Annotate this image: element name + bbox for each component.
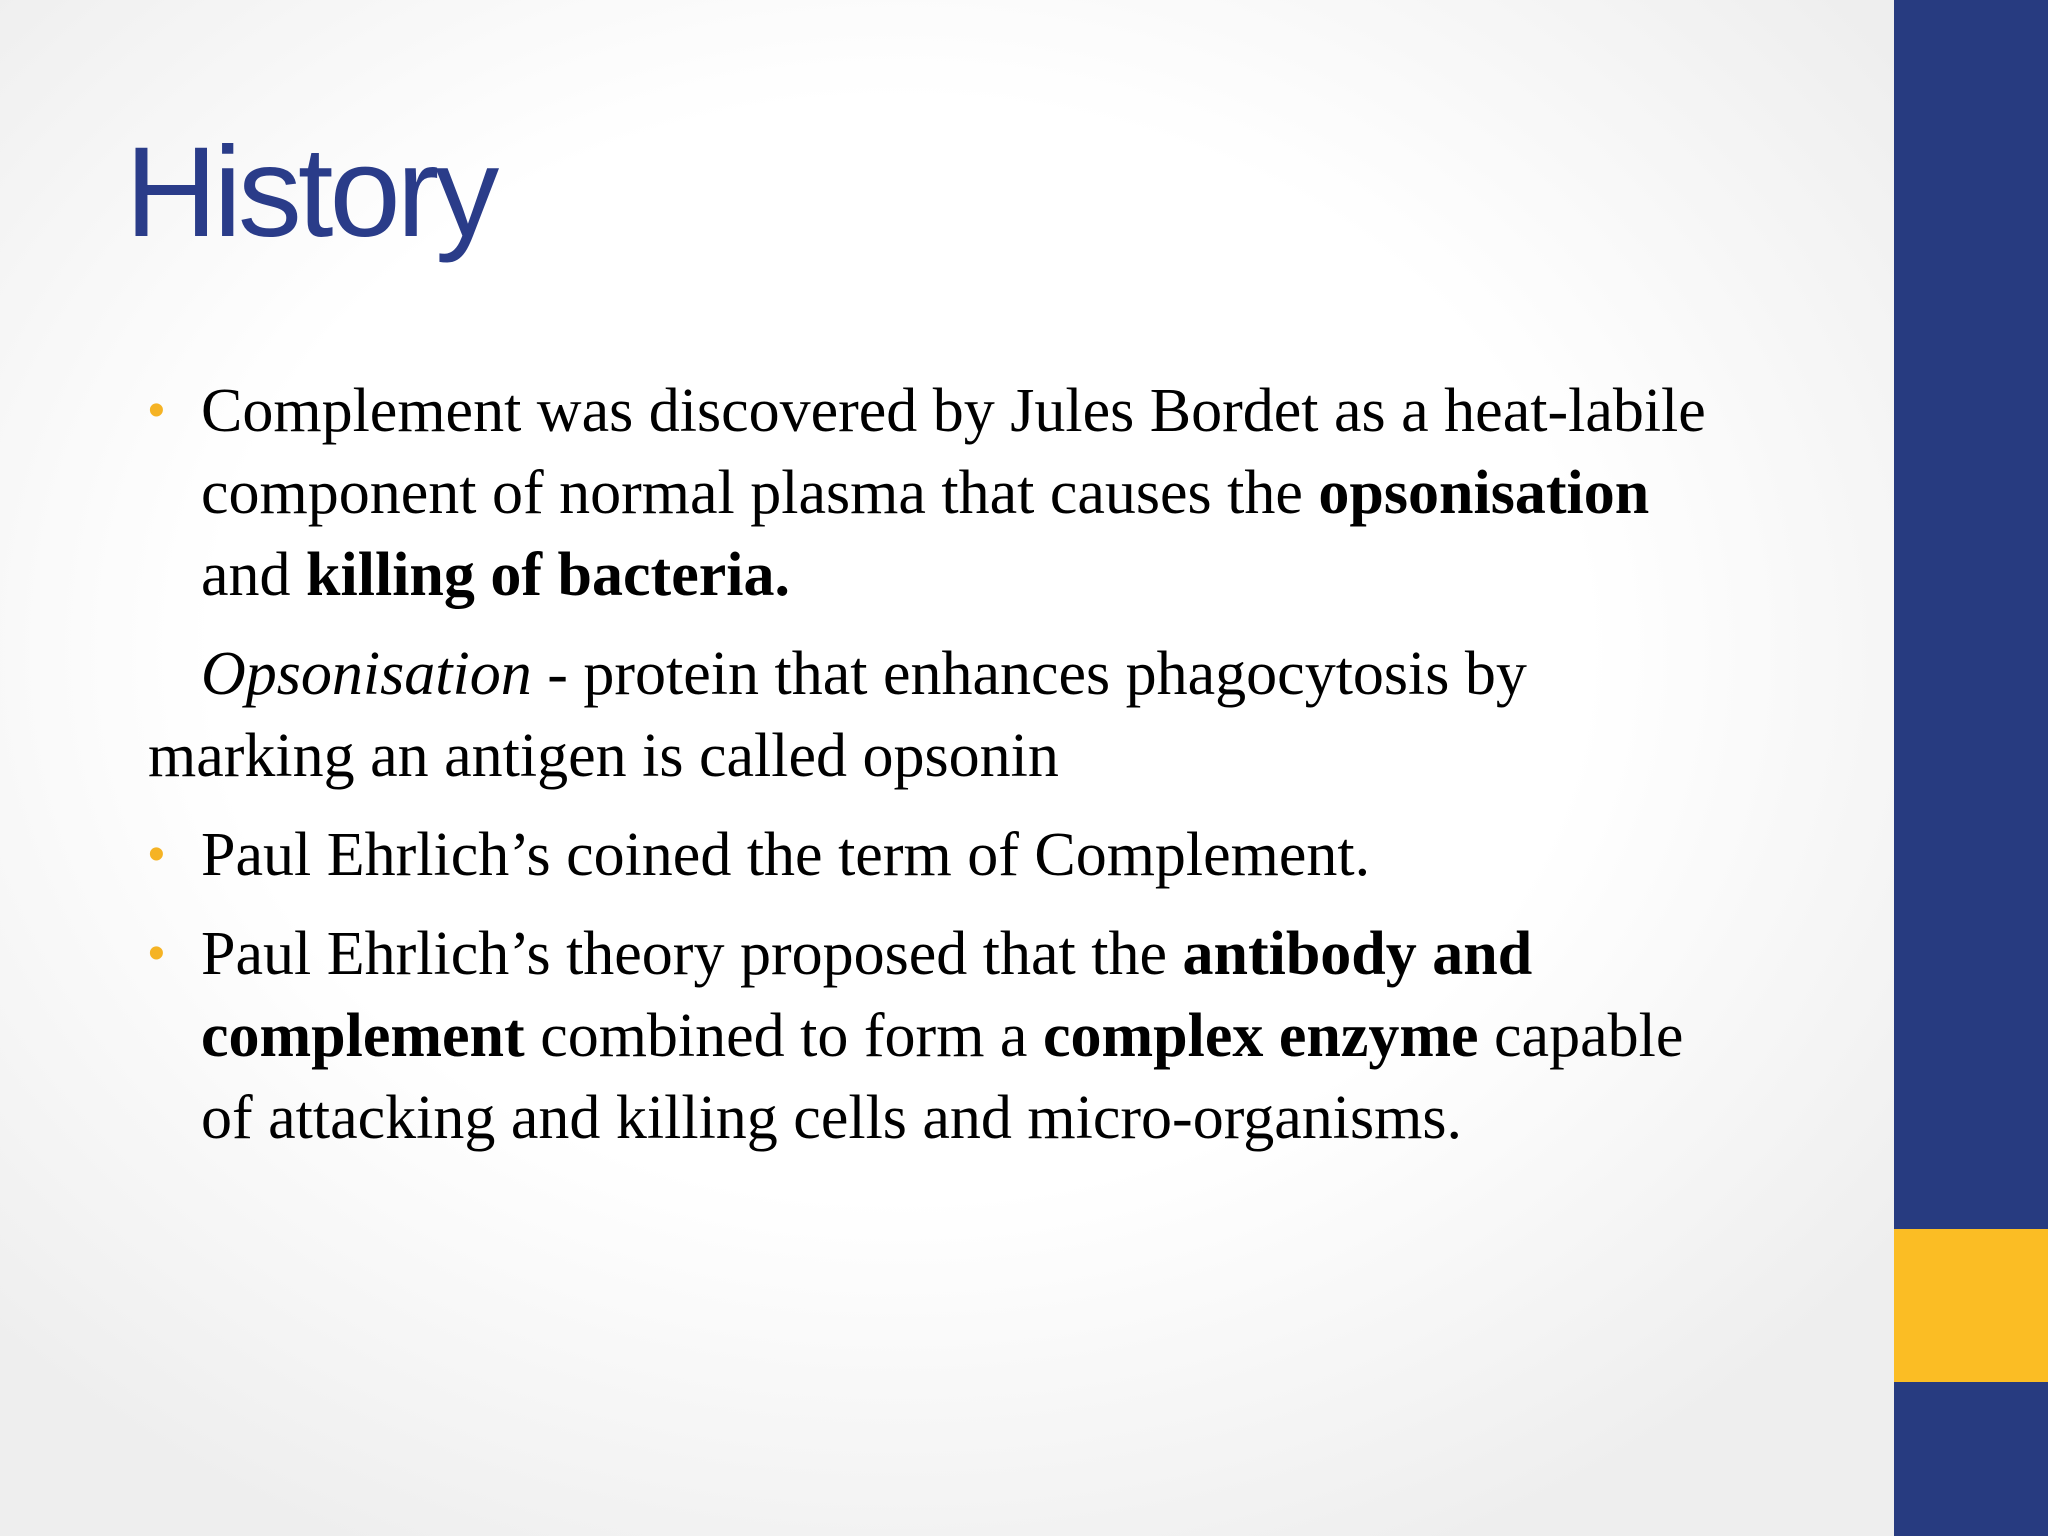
bullet-text: Complement was discovered by Jules Bordet as a heat-labile component of normal plasma that causes the	[201, 377, 1706, 527]
bullet-text: capable of attacking and killing cells and micro-organisms.	[201, 1002, 1684, 1152]
bullet-dot-icon: •	[148, 927, 165, 980]
bold-term: opsonisation	[1318, 459, 1650, 527]
definition-term: Opsonisation	[201, 640, 532, 708]
definition-text: - protein that enhances phagocytosis by marking an antigen is called opsonin	[148, 640, 1527, 790]
bullet-text: Paul Ehrlich’s coined the term of Complement.	[201, 821, 1371, 889]
side-accent-block	[1894, 1229, 2048, 1382]
bullet-item-ehrlich-theory	[148, 913, 1728, 1159]
bold-term: antibody and complement	[201, 920, 1533, 1070]
slide-body	[148, 370, 1728, 1176]
bullet-item-bordet	[148, 370, 1728, 616]
slide-title: History	[125, 121, 496, 264]
bullet-text: and	[201, 541, 307, 609]
bold-term: killing of bacteria.	[306, 541, 790, 609]
bullet-item-ehrlich-term	[148, 814, 1728, 896]
bullet-text: combined to form a	[524, 1002, 1043, 1070]
definition-opsonisation	[148, 633, 1728, 797]
bullet-dot-icon: •	[148, 384, 165, 437]
bullet-dot-icon: •	[148, 828, 165, 881]
bold-term: complex enzyme	[1042, 1002, 1479, 1070]
bullet-text: Paul Ehrlich’s theory proposed that the	[201, 920, 1183, 988]
